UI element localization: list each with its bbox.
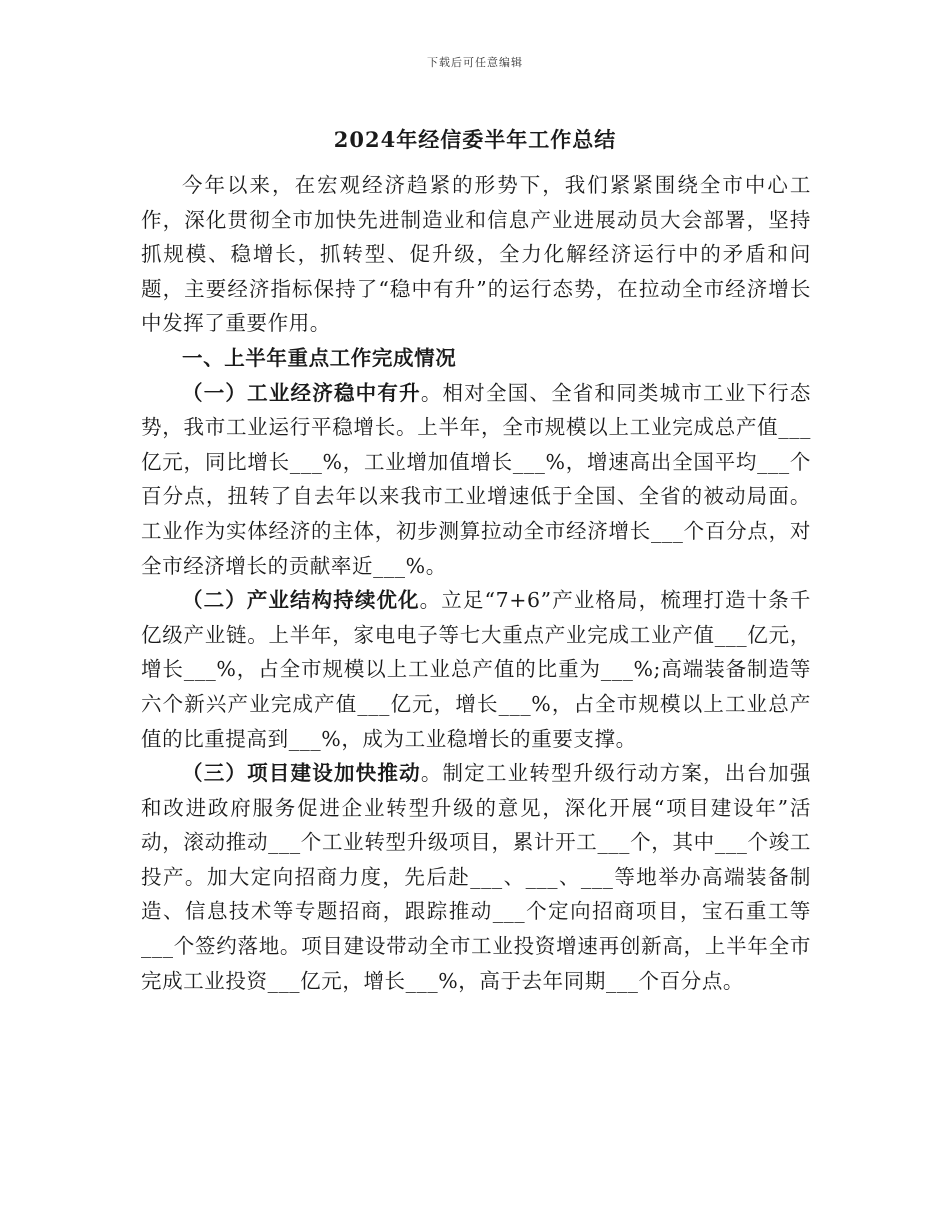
item-body-1: 。相对全国、全省和同类城市工业下行态势，我市工业运行平稳增长。上半年，全市规模以上工业完成总产值___亿元，同比增长___%，工业增加值增长___%，增速高出全国平均___个百分点，扭转了自去年以来我市工业增速低于全国、全省的被动局面。工业作为实体经济的主体，初步测算拉动全市经济增长___个百分点，对全市经济增长的贡献率近___%。 [141,380,811,578]
header-note: 下载后可任意编辑 [427,56,523,69]
document-title: 2024年经信委半年工作总结 [333,127,617,152]
intro-paragraph: 今年以来，在宏观经济趋紧的形势下，我们紧紧围绕全市中心工作，深化贯彻全市加快先进制造业和信息产业进展动员大会部署，坚持抓规模、稳增长，抓转型、促升级，全力化解经济运行中的矛盾和问题，主要经济指标保持了“稳中有升”的运行态势，在拉动全市经济增长中发挥了重要作用。 [141,173,811,336]
item-heading-3: （三）项目建设加快推动 [182,761,421,786]
item-paragraph-2 [141,583,811,756]
section-heading: 一、上半年重点工作完成情况 [182,345,457,370]
document-body [141,168,811,998]
item-body-3: 。制定工业转型升级行动方案，出台加强和改进政府服务促进企业转型升级的意见，深化开展“项目建设年”活动，滚动推动___个工业转型升级项目，累计开工___个，其中___个竣工投产。加大定向招商力度，先后赴___、___、___等地举办高端装备制造、信息技术等专题招商，跟踪推动___个定向招商项目，宝石重工等___个签约落地。项目建设带动全市工业投资增速再创新高，上半年全市完成工业投资___亿元，增长___%，高于去年同期___个百分点。 [141,761,811,993]
item-heading-1: （一）工业经济稳中有升 [182,380,421,405]
item-heading-2: （二）产业结构持续优化 [182,588,420,613]
item-paragraph-3 [141,756,811,998]
item-paragraph-1 [141,376,811,584]
item-body-2: 。立足“7+6”产业格局，梳理打造十条千亿级产业链。上半年，家电电子等七大重点产业完成工业产值___亿元，增长___%，占全市规模以上工业总产值的比重为___%;高端装备制造等六个新兴产业完成产值___亿元，增长___%，占全市规模以上工业总产值的比重提高到___%，成为工业稳增长的重要支撑。 [141,588,811,751]
